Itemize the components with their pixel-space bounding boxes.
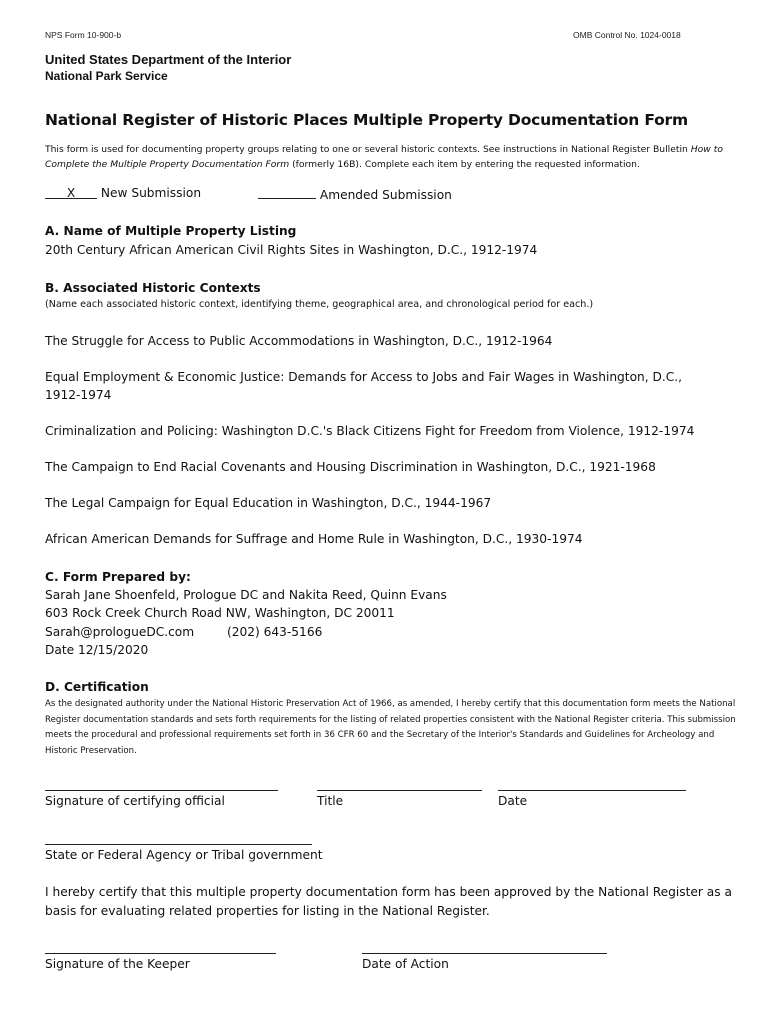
amended-submission-option[interactable]: [258, 186, 452, 202]
title-label: Title: [317, 794, 344, 808]
preparer-address: 603 Rock Creek Church Road NW, Washington, DC 20011: [45, 606, 395, 620]
keeper-signature-line[interactable]: [45, 953, 276, 954]
section-c-heading: C. Form Prepared by:: [45, 570, 191, 584]
omb-control-number: OMB Control No. 1024-0018: [573, 30, 681, 40]
date-of-action-label: Date of Action: [362, 957, 449, 971]
section-a-heading: A. Name of Multiple Property Listing: [45, 224, 297, 238]
certifying-title-line[interactable]: [317, 790, 482, 791]
preparer-email: Sarah@prologueDC.com: [45, 625, 195, 639]
agency-signature-line[interactable]: [45, 844, 312, 845]
section-d-heading: D. Certification: [45, 680, 149, 694]
preparer-phone: (202) 643-5166: [227, 625, 323, 639]
certification-text: As the designated authority under the National Historic Preservation Act of 1966, as amended, I hereby certify that this documentation form meets the National Register documentation standards and sets forth requirements for the listing of related properties consistent with the National Register criteria. This submission meets the procedural and professional requirements set forth in 36 CFR 60 and the Secretary of the Interior's Standards and Guidelines for Archeology and Historic Preservation.: [45, 699, 736, 756]
form-number: NPS Form 10-900-b: [45, 30, 122, 40]
preparer-names: Sarah Jane Shoenfeld, Prologue DC and Nakita Reed, Quinn Evans: [45, 588, 447, 602]
historic-context-1: The Struggle for Access to Public Accommodations in Washington, D.C., 1912-1964: [45, 334, 553, 348]
historic-context-6: African American Demands for Suffrage and Home Rule in Washington, D.C., 1930-1974: [45, 532, 583, 546]
amended-submission-field[interactable]: [258, 186, 316, 199]
historic-context-4: The Campaign to End Racial Covenants and Housing Discrimination in Washington, D.C., 1921-1968: [45, 460, 656, 474]
keeper-signature-label: Signature of the Keeper: [45, 957, 190, 971]
new-submission-label: New Submission: [100, 186, 202, 200]
date-of-action-line[interactable]: [362, 953, 607, 954]
agency-label: State or Federal Agency or Tribal government: [45, 848, 323, 862]
new-submission-field[interactable]: X: [45, 186, 97, 199]
certification-date-line[interactable]: [498, 790, 686, 791]
historic-context-2: Equal Employment & Economic Justice: Demands for Access to Jobs and Fair Wages in Washington, D.C.,: [45, 370, 683, 384]
agency-name: United States Department of the Interior: [45, 52, 292, 67]
section-b-heading: B. Associated Historic Contexts: [45, 281, 261, 295]
new-submission-option[interactable]: [45, 186, 201, 200]
service-name: National Park Service: [45, 69, 168, 83]
certifying-official-label: Signature of certifying official: [45, 794, 225, 808]
historic-context-2-continued: 1912-1974: [45, 388, 112, 402]
multiple-property-name: 20th Century African American Civil Rights Sites in Washington, D.C., 1912-1974: [45, 243, 538, 257]
form-instructions: This form is used for documenting property groups relating to one or several historic contexts. See instructions in National Register Bulletin How to Complete the Multiple Property Documentation Form (formerly 16B). Complete each item by entering the requested information.: [45, 144, 723, 170]
form-title: National Register of Historic Places Multiple Property Documentation Form: [45, 111, 688, 129]
preparation-date: Date 12/15/2020: [45, 643, 149, 657]
date-label: Date: [498, 794, 528, 808]
section-b-note: (Name each associated historic context, identifying theme, geographical area, and chronological period for each.): [45, 299, 594, 310]
historic-context-5: The Legal Campaign for Equal Education in Washington, D.C., 1944-1967: [45, 496, 492, 510]
amended-submission-label: Amended Submission: [319, 188, 452, 202]
certifying-official-signature-line[interactable]: [45, 790, 278, 791]
historic-context-3: Criminalization and Policing: Washington D.C.'s Black Citizens Fight for Freedom from Violence, 1912-1974: [45, 424, 695, 438]
approval-statement: I hereby certify that this multiple property documentation form has been approved by the National Register as a basis for evaluating related properties for listing in the National Register.: [45, 885, 732, 918]
